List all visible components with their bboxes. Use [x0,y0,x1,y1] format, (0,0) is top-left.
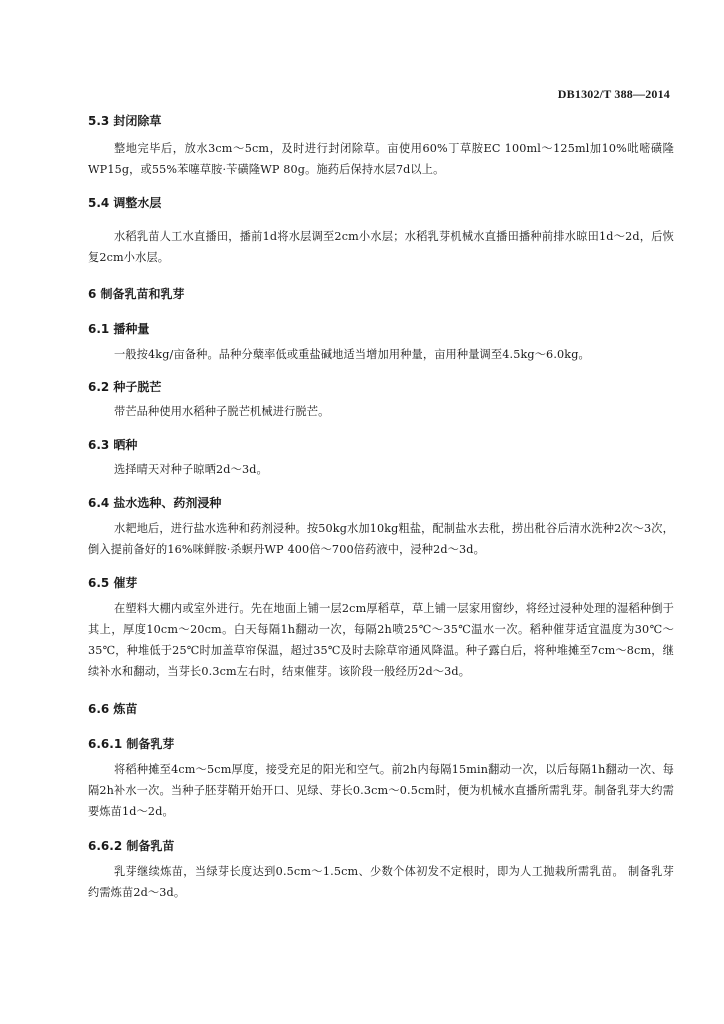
section-6 [88,286,674,302]
section-paragraph: 一般按4kg/亩备种。品种分蘖率低或重盐碱地适当增加用种量，亩用种量调至4.5kg～6.0kg。 [114,348,590,361]
document-body [88,113,674,903]
section-paragraph: 乳芽继续炼苗，当绿芽长度达到0.5cm～1.5cm、少数个体初发不定根时，即为人工抛栽所需乳苗。 制备乳芽约需炼苗2d～3d。 [88,865,674,899]
section-heading: 6 制备乳苗和乳芽 [88,287,185,301]
section-heading: 6.3 晒种 [88,438,138,452]
section-heading: 6.2 种子脱芒 [88,380,162,394]
section-5-3 [88,113,674,180]
section-6-6-1 [88,736,674,822]
section-heading: 6.4 盐水选种、药剂浸种 [88,496,222,510]
section-6-4 [88,495,674,560]
section-6-6-2 [88,838,674,903]
section-paragraph: 带芒品种使用水稻种子脱芒机械进行脱芒。 [114,405,330,418]
section-heading: 6.5 催芽 [88,576,138,590]
section-heading: 5.4 调整水层 [88,196,162,210]
section-paragraph: 水耙地后，进行盐水选种和药剂浸种。按50kg水加10kg粗盐，配制盐水去秕，捞出秕谷后清水洗种2次～3次，倒入提前备好的16%咪鲜胺·杀螟丹WP 400倍～700倍药液中，浸种2d～3d。 [88,522,674,556]
section-paragraph: 在塑料大棚内或室外进行。先在地面上铺一层2cm厚稻草，草上铺一层家用窗纱，将经过浸种处理的湿稻种倒于其上，厚度10cm～20cm。白天每隔1h翻动一次，每隔2h喷25℃～35℃温水一次。稻种催芽适宜温度为30℃～35℃，种堆低于25℃时加盖草帘保温，超过35℃及时去除草帘通风降温。种子露白后，将种堆摊至7cm～8cm，继续补水和翻动，当芽长0.3cm左右时，结束催芽。该阶段一般经历2d～3d。 [88,602,674,678]
standard-code: DB1302/T 388—2014 [557,87,670,101]
section-heading: 6.6.2 制备乳苗 [88,839,175,853]
section-6-1 [88,321,674,365]
section-paragraph: 选择晴天对种子晾晒2d～3d。 [114,463,268,476]
section-heading: 5.3 封闭除草 [88,114,162,128]
section-paragraph: 水稻乳苗人工水直播田，播前1d将水层调至2cm小水层；水稻乳芽机械水直播田播种前排水晾田1d～2d，后恢复2cm小水层。 [88,230,674,264]
section-heading: 6.6 炼苗 [88,702,138,716]
section-5-4 [88,195,674,268]
section-6-5 [88,575,674,682]
section-heading: 6.1 播种量 [88,322,150,336]
section-paragraph: 整地完毕后，放水3cm～5cm，及时进行封闭除草。亩使用60%丁草胺EC 100ml～125ml加10%吡嘧磺隆WP15g，或55%苯噻草胺·苄磺隆WP 80g。施药后保持水层7d以上。 [88,142,674,176]
section-heading: 6.6.1 制备乳芽 [88,737,175,751]
section-6-6 [88,701,674,717]
section-paragraph: 将稻种摊至4cm～5cm厚度，接受充足的阳光和空气。前2h内每隔15min翻动一次，以后每隔1h翻动一次、每隔2h补水一次。当种子胚芽鞘开始开口、见绿、芽长0.3cm～0.5cm时，便为机械水直播所需乳芽。制备乳芽大约需要炼苗1d～2d。 [88,763,674,818]
section-6-2 [88,379,674,422]
section-6-3 [88,437,674,480]
